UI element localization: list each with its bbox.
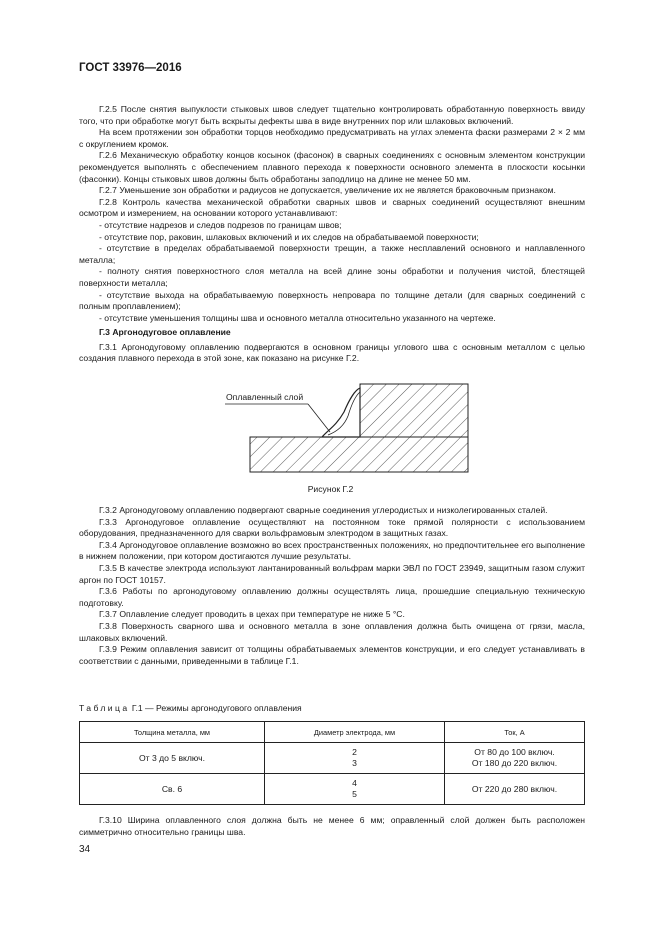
document-header: ГОСТ 33976—2016	[79, 62, 182, 74]
paragraph: Г.3.4 Аргонодуговое оплавление возможно во всех пространственных положениях, но предпочтительнее его выполнение в нижнем положении, при котором достигаются лучшие результаты.	[79, 539, 585, 562]
table-row	[80, 774, 585, 805]
cell-line: От 180 до 220 включ.	[471, 758, 558, 768]
table-title-word: Таблица	[79, 703, 130, 713]
table-title-text: Г.1 — Режимы аргонодугового оплавления	[131, 703, 302, 713]
column-header: Толщина металла, мм	[80, 722, 265, 743]
leader-line	[308, 404, 330, 432]
paragraph: На всем протяжении зон обработки торцов необходимо предусматривать на углах элемента фаски размерами 2 × 2 мм с округлением кромок.	[79, 127, 585, 149]
paragraph: Г.3.8 Поверхность сварного шва и основного металла в зоне оплавления должна быть очищена от грязи, масла, шлаковых включений.	[79, 620, 585, 643]
page-number: 34	[79, 844, 91, 855]
paragraph: Г.3.9 Режим оплавления зависит от толщины обрабатываемых элементов конструкции, и его следует устанавливать в соответствии с данными, приведенными в таблице Г.1.	[79, 644, 585, 666]
paragraph: Г.3.7 Оплавление следует проводить в цехах при температуре не ниже 5 °С.	[99, 609, 405, 620]
table-cell	[265, 743, 445, 774]
cell-line: 2	[352, 747, 357, 757]
column-header: Ток, А	[445, 722, 585, 743]
paragraph: Г.2.6 Механическую обработку концов косынок (фасонок) в сварных соединениях с основным элементом конструкции рекомендуется выполнять с обеспечением плавного перехода к поверхности основного элемента в плоскости косынки (фасонки). Концы стыковых швов должны быть обработаны заподлицо на длине не менее 50 мм.	[79, 150, 585, 184]
section-heading: Г.3 Аргонодуговое оплавление	[99, 327, 231, 338]
base-plate	[250, 437, 468, 472]
table-row	[80, 743, 585, 774]
table-title	[79, 703, 302, 713]
text-block-g310	[79, 815, 585, 838]
paragraph: Г.3.3 Аргонодуговое оплавление осуществляют на постоянном токе прямой полярности с использованием оборудования, предназначенного для сварки вольфрамовым электродом в защитных газах.	[79, 516, 585, 539]
weld-figure	[210, 382, 470, 474]
paragraph: Г.3.1 Аргонодуговому оплавлению подвергаются в основном границы углового шва с основным металлом с целью создания плавного перехода в этой зоне, как показано на рисунке Г.2.	[79, 341, 585, 364]
list-item: - отсутствие надрезов и следов подрезов по границам швов;	[99, 219, 342, 230]
cell-line: 5	[352, 789, 357, 799]
modes-table	[79, 721, 585, 805]
figure-label: Оплавленный слой	[226, 392, 304, 402]
cell-line: 4	[352, 778, 357, 788]
column-header: Диаметр электрода, мм	[265, 722, 445, 743]
paragraph: Г.3.2 Аргонодуговому оплавлению подвергают сварные соединения углеродистых и низколегированных сталей.	[99, 505, 548, 515]
table-cell: Св. 6	[80, 774, 265, 805]
table-cell	[265, 774, 445, 805]
list-item: - отсутствие уменьшения толщины шва и основного металла относительно указанного на чертеже.	[99, 312, 496, 323]
cell-line: От 80 до 100 включ.	[474, 747, 555, 757]
figure-caption: Рисунок Г.2	[307, 484, 354, 494]
table-header-row	[80, 722, 585, 743]
list-item: - отсутствие пор, раковин, шлаковых включений и их следов на обрабатываемой поверхности;	[99, 231, 479, 242]
list-item: - отсутствие выхода на обрабатываемую поверхность непровара по толщине детали (для сварных соединений с полным проплавлением);	[79, 289, 585, 312]
table-cell: От 220 до 280 включ.	[445, 774, 585, 805]
text-block-g3	[79, 505, 585, 667]
text-block-g2	[79, 104, 585, 365]
paragraph: Г.3.10 Ширина оплавленного слоя должна быть не менее 6 мм; оправленный слой должен быть расположен симметрично относительно границы шва.	[79, 815, 585, 837]
list-item: - отсутствие в пределах обрабатываемой поверхности трещин, а также несплавлений основного и наплавленного металла;	[79, 243, 585, 265]
paragraph: Г.2.7 Уменьшение зон обработки и радиусов не допускается, увеличение их не является браковочным признаком.	[99, 185, 556, 196]
list-item: - полноту снятия поверхностного слоя металла на всей длине зоны обработки и получения чистой, блестящей поверхности металла;	[79, 266, 585, 288]
paragraph: Г.3.5 В качестве электрода используют лантанированный вольфрам марки ЭВЛ по ГОСТ 23949, защитным газом служит аргон по ГОСТ 10157.	[79, 562, 585, 585]
paragraph: Г.2.8 Контроль качества механической обработки сварных швов и сварных соединений осуществляют внешним осмотром и измерением, на основании которого устанавливают:	[79, 196, 585, 219]
cell-line: 3	[352, 758, 357, 768]
upper-plate	[360, 384, 468, 437]
paragraph: Г.2.5 После снятия выпуклости стыковых швов следует тщательно контролировать обработанную поверхность ввиду того, что при обработке могут быть вскрыты дефекты шва в виде внутренних пор или шлаковых включений.	[79, 104, 585, 126]
paragraph: Г.3.6 Работы по аргонодуговому оплавлению должны осуществлять лица, прошедшие специальную техническую подготовку.	[79, 586, 585, 608]
table-cell	[445, 743, 585, 774]
table-cell: От 3 до 5 включ.	[80, 743, 265, 774]
